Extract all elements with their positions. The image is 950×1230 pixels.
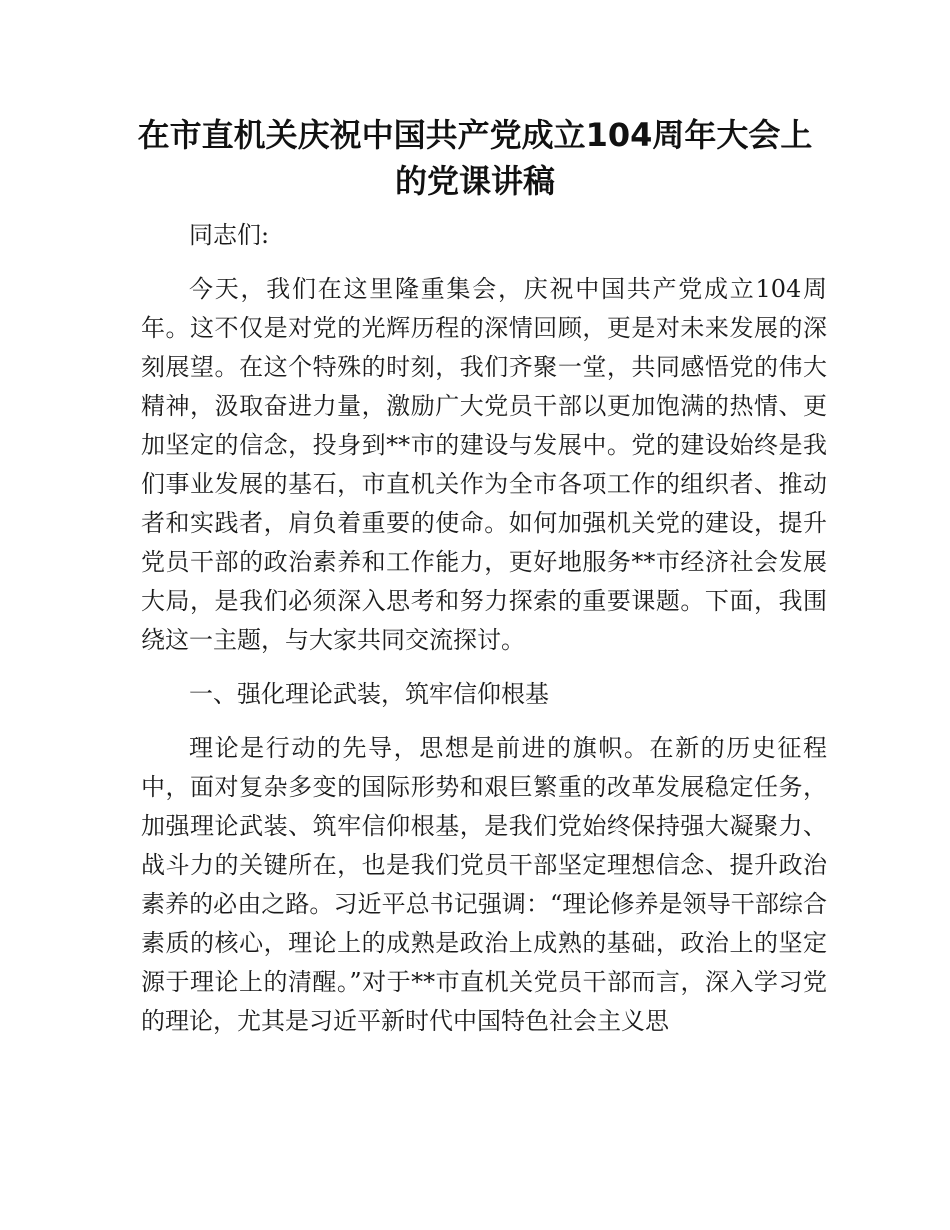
document-title: 在市直机关庆祝中国共产党成立104周年大会上的党课讲稿 xyxy=(137,116,813,200)
salutation: 同志们: xyxy=(189,221,270,249)
document-body xyxy=(141,216,827,1056)
paragraph-theory: 理论是行动的先导，思想是前进的旗帜。在新的历史征程中，面对复杂多变的国际形势和艰巨繁重的改革发展稳定任务，加强理论武装、筑牢信仰根基，是我们党始终保持强大凝聚力、战斗力的关键所在，也是我们党员干部坚定理想信念、提升政治素养的必由之路。习近平总书记强调：“理论修养是领导干部综合素质的核心，理论上的成熟是政治上成熟的基础，政治上的坚定源于理论上的清醒。”对于**市直机关党员干部而言，深入学习党的理论，尤其是习近平新时代中国特色社会主义思 xyxy=(141,734,827,1035)
paragraph-opening: 今天，我们在这里隆重集会，庆祝中国共产党成立104周年。这不仅是对党的光辉历程的深情回顾，更是对未来发展的深刻展望。在这个特殊的时刻，我们齐聚一堂，共同感悟党的伟大精神，汲取奋进力量，激励广大党员干部以更加饱满的热情、更加坚定的信念，投身到**市的建设与发展中。党的建设始终是我们事业发展的基石，市直机关作为全市各项工作的组织者、推动者和实践者，肩负着重要的使命。如何加强机关党的建设，提升党员干部的政治素养和工作能力，更好地服务**市经济社会发展大局，是我们必须深入思考和努力探索的重要课题。下面，我围绕这一主题，与大家共同交流探讨。 xyxy=(141,275,827,654)
section-heading-1: 一、强化理论武装，筑牢信仰根基 xyxy=(189,680,549,708)
